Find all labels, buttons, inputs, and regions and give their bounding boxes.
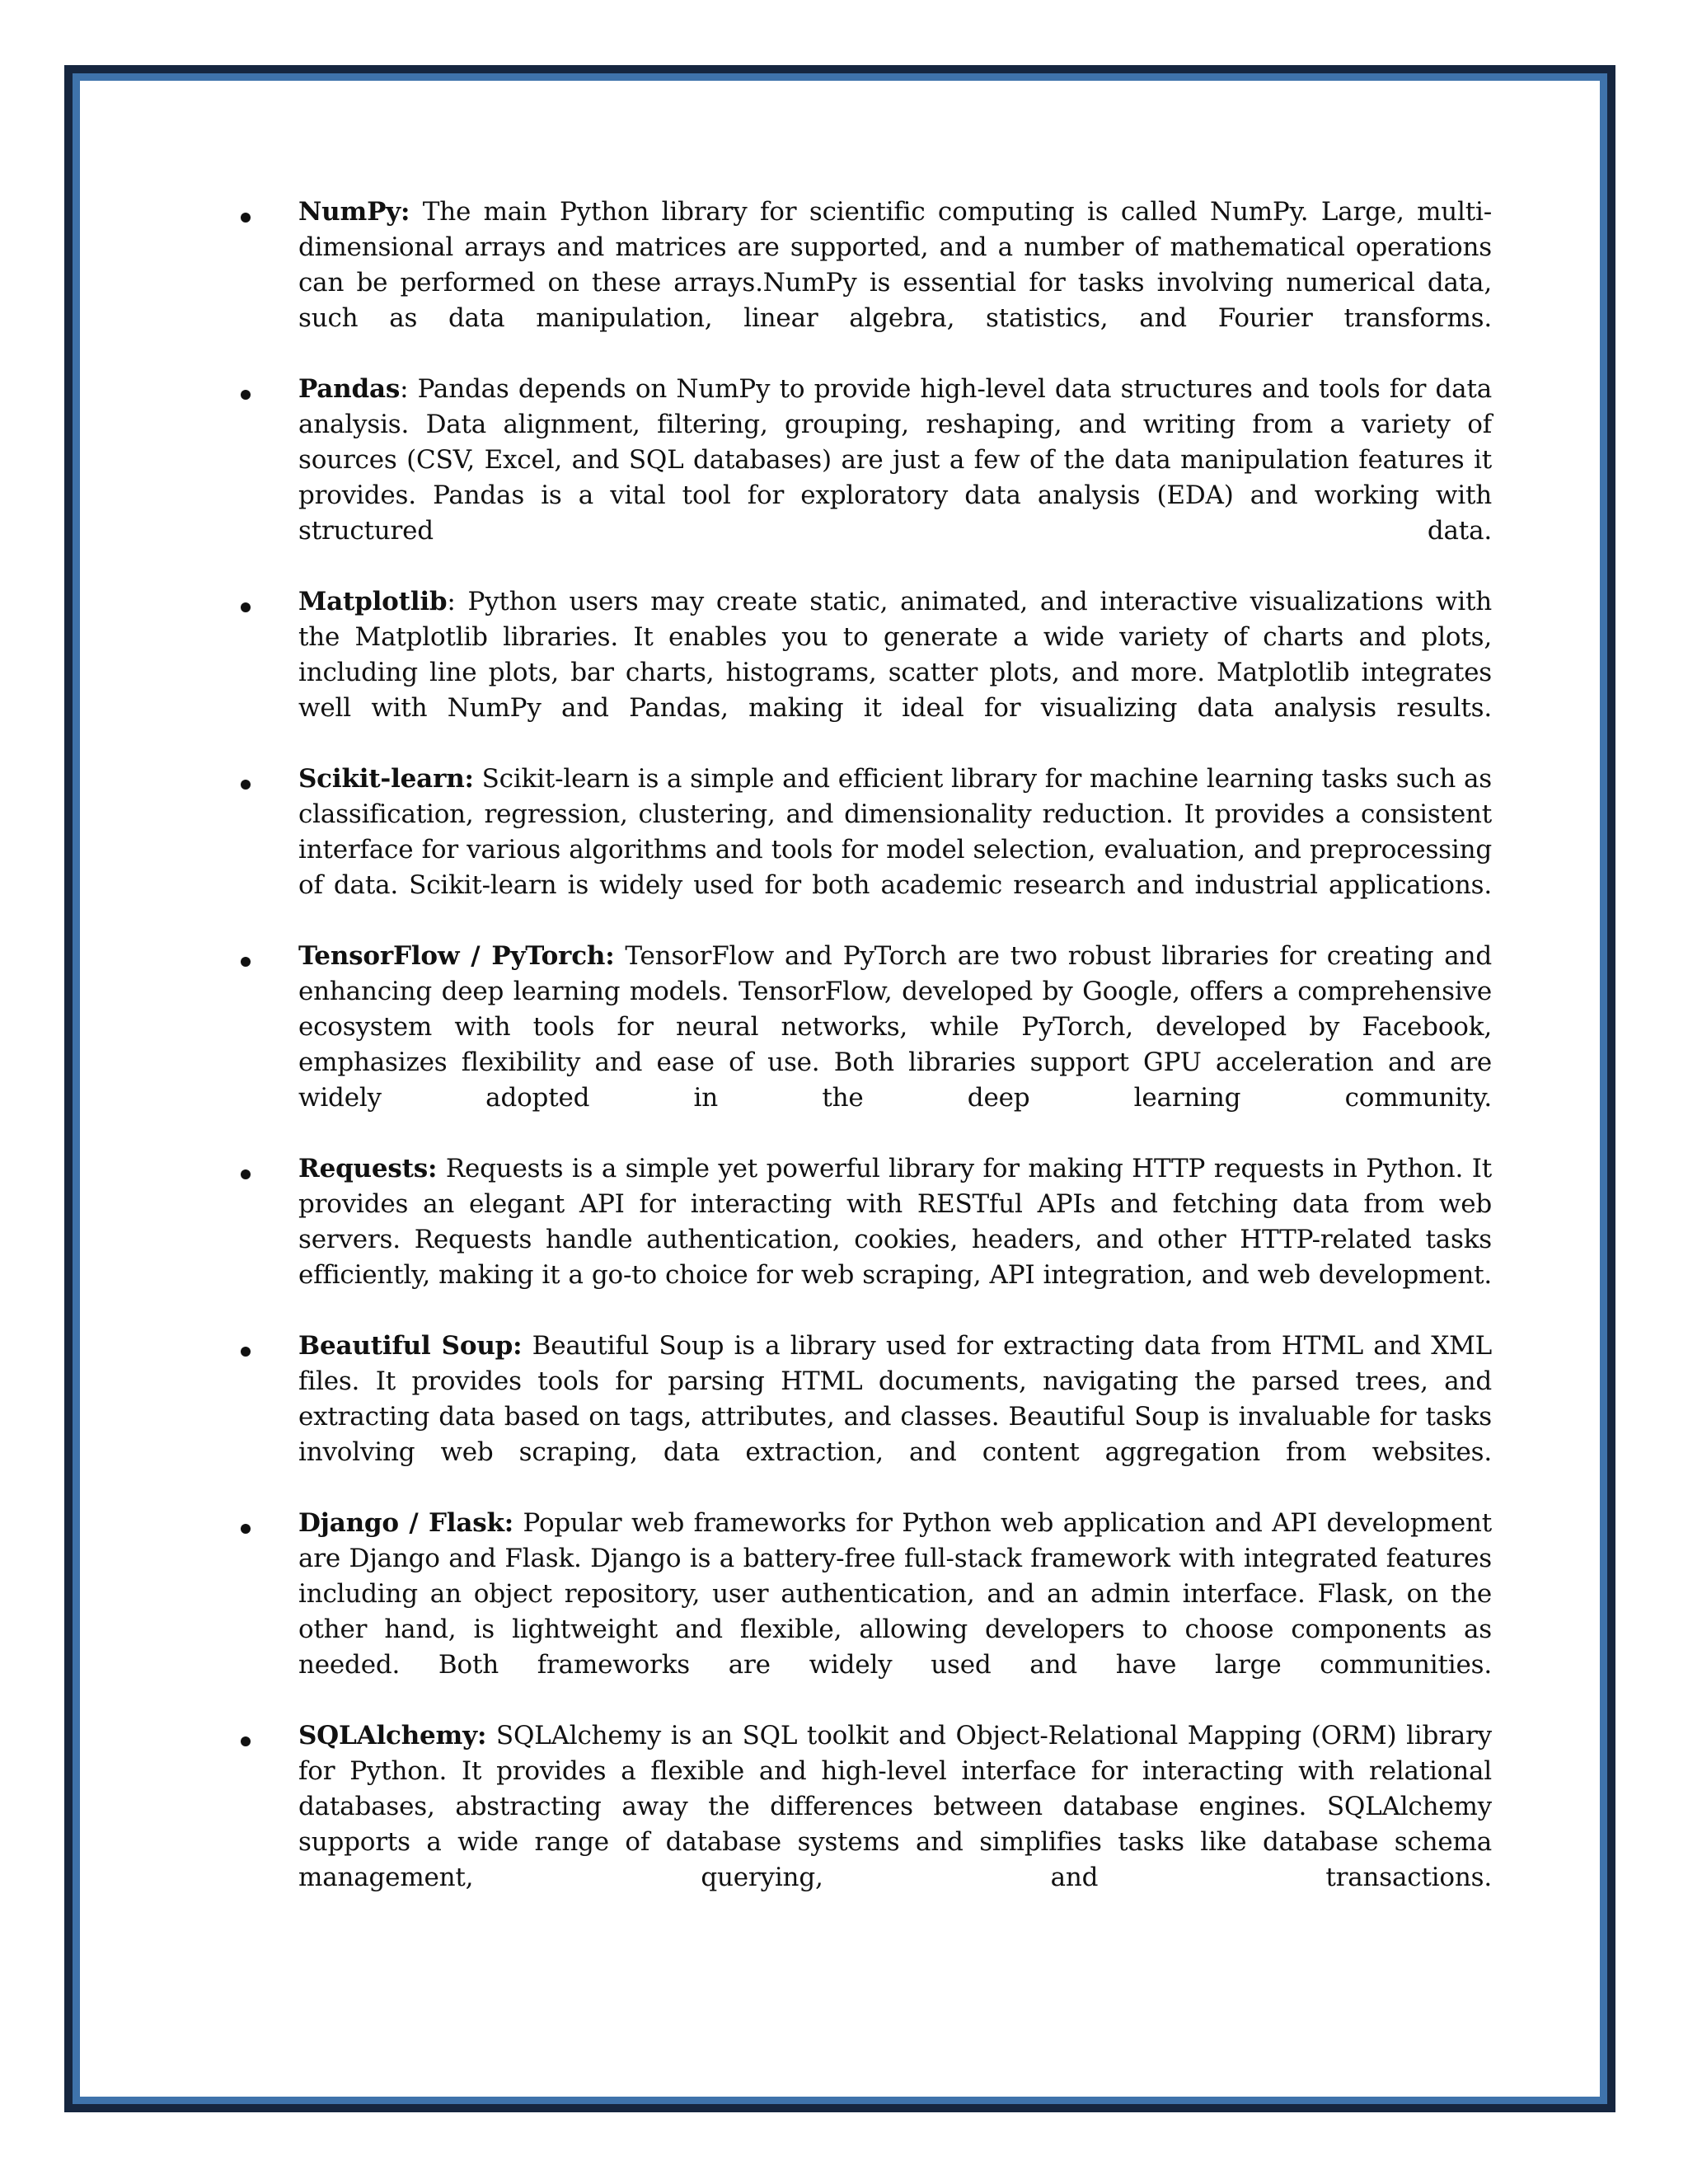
list-item-text <box>298 194 1492 336</box>
term-label: TensorFlow / PyTorch: <box>298 941 615 971</box>
term-description: : Pandas depends on NumPy to provide high-level data structures and tools for data analysis. Data alignment, filtering, grouping, reshaping, and writing from a variety of sources (CSV, Excel, and SQL databases) are just a few of the data manipulation features it provides. Pandas is a vital tool for exploratory data analysis (EDA) and working with structured data. <box>298 374 1492 546</box>
term-label: NumPy: <box>298 197 410 227</box>
term-label: Django / Flask: <box>298 1508 513 1538</box>
bullet-icon <box>241 1524 251 1534</box>
term-description: TensorFlow and PyTorch are two robust libraries for creating and enhancing deep learning models. TensorFlow, developed by Google, offers a comprehensive ecosystem with tools for neural networks, while PyTorch, developed by Facebook, emphasizes flexibility and ease of use. Both libraries support GPU acceleration and are widely adopted in the deep learning community. <box>298 941 1492 1113</box>
bullet-icon <box>241 1347 251 1357</box>
list-item-django-flask <box>241 1506 1492 1683</box>
term-description: The main Python library for scientific computing is called NumPy. Large, multi-dimensional arrays and matrices are supported, and a number of mathematical operations can be performed on these arrays.NumPy is essential for tasks involving numerical data, such as data manipulation, linear algebra, statistics, and Fourier transforms. <box>298 197 1492 333</box>
list-item-matplotlib <box>241 584 1492 726</box>
term-label: Matplotlib <box>298 587 448 616</box>
list-item-text <box>298 584 1492 726</box>
list-item-text <box>298 372 1492 549</box>
term-label: Beautiful Soup: <box>298 1331 523 1361</box>
term-label: Pandas <box>298 374 401 404</box>
library-list <box>241 194 1492 1931</box>
list-item-text <box>298 1151 1492 1293</box>
bullet-icon <box>241 957 251 967</box>
list-item-text <box>298 1329 1492 1470</box>
term-description: Popular web frameworks for Python web application and API development are Django and Flask. Django is a battery-free full-stack framework with integrated features including an object repository, user authentication, and an admin interface. Flask, on the other hand, is lightweight and flexible, allowing developers to choose components as needed. Both frameworks are widely used and have large communities. <box>298 1508 1492 1680</box>
list-item-text <box>298 1506 1492 1683</box>
list-item-sqlalchemy <box>241 1718 1492 1896</box>
term-description: Beautiful Soup is a library used for extracting data from HTML and XML files. It provides tools for parsing HTML documents, navigating the parsed trees, and extracting data based on tags, attributes, and classes. Beautiful Soup is invaluable for tasks involving web scraping, data extraction, and content aggregation from websites. <box>298 1331 1492 1467</box>
list-item-text <box>298 762 1492 903</box>
bullet-icon <box>241 213 251 223</box>
bullet-icon <box>241 1736 251 1746</box>
list-item-requests <box>241 1151 1492 1293</box>
list-item-text <box>298 939 1492 1116</box>
bullet-icon <box>241 390 251 400</box>
list-item-beautiful-soup <box>241 1329 1492 1470</box>
bullet-icon <box>241 780 251 790</box>
list-item-scikit-learn <box>241 762 1492 903</box>
list-item-pandas <box>241 372 1492 549</box>
bullet-icon <box>241 602 251 612</box>
list-item-tensorflow-pytorch <box>241 939 1492 1116</box>
bullet-icon <box>241 1169 251 1179</box>
term-description: : Python users may create static, animated, and interactive visualizations with the Matplotlib libraries. It enables you to generate a wide variety of charts and plots, including line plots, bar charts, histograms, scatter plots, and more. Matplotlib integrates well with NumPy and Pandas, making it ideal for visualizing data analysis results. <box>298 587 1492 723</box>
list-item-text <box>298 1718 1492 1896</box>
term-label: Requests: <box>298 1154 438 1183</box>
term-description: SQLAlchemy is an SQL toolkit and Object-Relational Mapping (ORM) library for Python. It provides a flexible and high-level interface for interacting with relational databases, abstracting away the differences between database engines. SQLAlchemy supports a wide range of database systems and simplifies tasks like database schema management, querying, and transactions. <box>298 1721 1492 1892</box>
term-label: Scikit-learn: <box>298 764 474 794</box>
term-description: Scikit-learn is a simple and efficient library for machine learning tasks such as classification, regression, clustering, and dimensionality reduction. It provides a consistent interface for various algorithms and tools for model selection, evaluation, and preprocessing of data. Scikit-learn is widely used for both academic research and industrial applications. <box>298 764 1492 900</box>
term-label: SQLAlchemy: <box>298 1721 487 1750</box>
list-item-numpy <box>241 194 1492 336</box>
term-description: Requests is a simple yet powerful library for making HTTP requests in Python. It provides an elegant API for interacting with RESTful APIs and fetching data from web servers. Requests handle authentication, cookies, headers, and other HTTP-related tasks efficiently, making it a go-to choice for web scraping, API integration, and web development. <box>298 1154 1492 1290</box>
